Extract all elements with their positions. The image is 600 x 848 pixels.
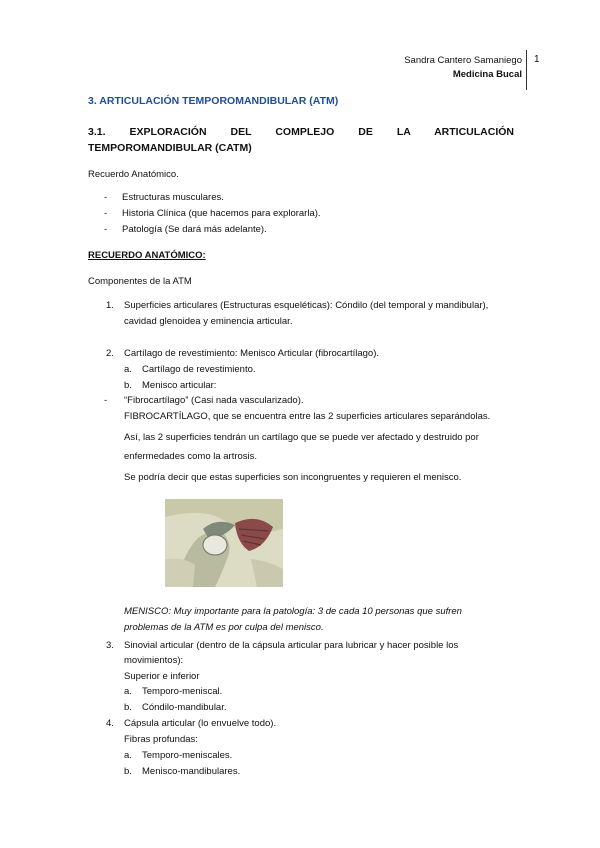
item3-line2: movimientos): — [124, 655, 184, 666]
item2-number: 2. — [106, 348, 114, 359]
header-subject: Medicina Bucal — [452, 69, 522, 80]
item2-sub-letter-a: a. — [124, 364, 132, 375]
item4-text: Cápsula articular (lo envuelve todo). — [124, 718, 277, 729]
item4-sub-letter-b: b. — [124, 766, 132, 777]
intro-dash-2: - — [104, 208, 108, 219]
item3-superior: Superior e inferior — [124, 671, 200, 682]
item3-sub-b: Cóndilo-mandibular. — [142, 702, 227, 713]
item4-number: 4. — [106, 718, 114, 729]
page-number: 1 — [534, 54, 540, 65]
item2-sub-a: Cartílago de revestimiento. — [142, 364, 256, 375]
intro-item-3: Patología (Se dará más adelante). — [122, 224, 267, 235]
item3-sub-letter-b: b. — [124, 702, 132, 713]
fibro-line3: enfermedades como la artrosis. — [124, 451, 258, 462]
item3-sub-letter-a: a. — [124, 686, 132, 697]
fibro-dash: - — [104, 395, 108, 406]
intro-dash-3: - — [104, 224, 108, 235]
header-author: Sandra Cantero Samaniego — [404, 55, 522, 66]
item3-sub-a: Temporo-meniscal. — [142, 686, 223, 697]
item4-sub-b: Menisco-mandibulares. — [142, 766, 241, 777]
intro-item-1: Estructuras musculares. — [122, 192, 224, 203]
recuerdo-heading: RECUERDO ANATÓMICO: — [88, 250, 206, 261]
componentes-text: Componentes de la ATM — [88, 276, 192, 287]
menisco-line1: MENISCO: Muy importante para la patología: 3 de cada 10 personas que sufren — [124, 606, 462, 617]
item4-sub-a: Temporo-meniscales. — [142, 750, 233, 761]
subsection-title: 3.1. EXPLORACIÓN DEL COMPLEJO DE LA ARTICULACIÓN TEMPOROMANDIBULAR (CATM) — [88, 126, 514, 154]
item1-line2: cavidad glenoidea y eminencia articular. — [124, 316, 293, 327]
item1-line1: Superficies articulares (Estructuras esqueléticas): Cóndilo (del temporal y mandibular), — [124, 300, 489, 311]
item2-text: Cartílago de revestimiento: Menisco Articular (fibrocartílago). — [124, 348, 380, 359]
running-header — [404, 54, 522, 82]
item4-sub-letter-a: a. — [124, 750, 132, 761]
section-title: 3. ARTICULACIÓN TEMPOROMANDIBULAR (ATM) — [88, 95, 339, 107]
fibro-dash-text: “Fibrocartílago” (Casi nada vascularizado). — [124, 395, 304, 406]
tmj-anatomy-illustration — [165, 499, 283, 587]
item2-sub-letter-b: b. — [124, 380, 132, 391]
fibro-line2: Así, las 2 superficies tendrán un cartílago que se puede ver afectado y destruido por — [124, 432, 479, 443]
item3-number: 3. — [106, 640, 114, 651]
item1-number: 1. — [106, 300, 114, 311]
menisco-line2: problemas de la ATM es por culpa del menisco. — [124, 622, 324, 633]
item3-line1: Sinovial articular (dentro de la cápsula articular para lubricar y hacer posible los — [124, 640, 459, 651]
item2-sub-b: Menisco articular: — [142, 380, 217, 391]
intro-item-2: Historia Clínica (que hacemos para explorarla). — [122, 208, 321, 219]
header-divider — [526, 50, 527, 90]
fibro-line4: Se podría decir que estas superficies son incongruentes y requieren el menisco. — [124, 472, 462, 483]
fibro-line1: FIBROCARTÍLAGO, que se encuentra entre las 2 superficies articulares separándolas. — [124, 411, 491, 422]
intro-text: Recuerdo Anatómico. — [88, 169, 179, 180]
intro-dash-1: - — [104, 192, 108, 203]
item4-fibras: Fibras profundas: — [124, 734, 198, 745]
